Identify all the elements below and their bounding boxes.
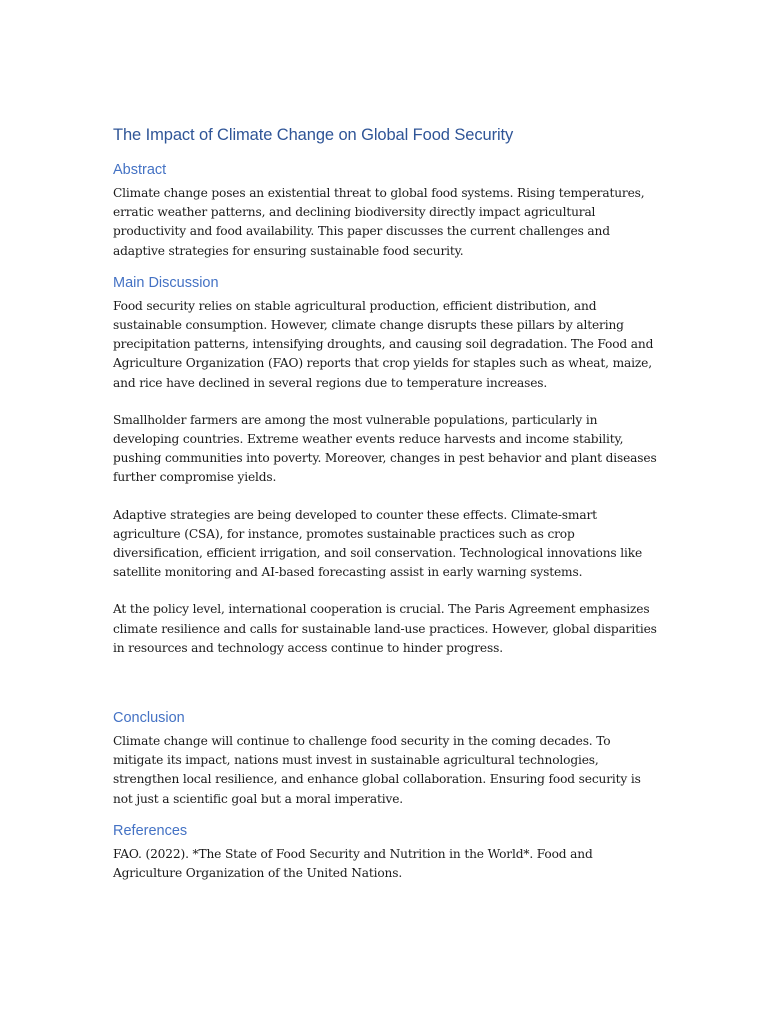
conclusion-heading: Conclusion <box>113 710 185 727</box>
main-discussion-paragraph-2: Smallholder farmers are among the most vulnerable populations, particularly in developing countries. Extreme weather events reduce harvests and income stability, pushing communities into poverty. Moreover, changes in pest behavior and plant diseases further compromise yields. <box>113 412 657 485</box>
abstract-heading: Abstract <box>113 162 167 178</box>
abstract-paragraph: Climate change poses an existential threat to global food systems. Rising temperatures, erratic weather patterns, and declining biodiversity directly impact agricultural productivity and food availability. This paper discusses the current challenges and adaptive strategies for ensuring sustainable food security. <box>113 186 645 258</box>
main-discussion-paragraph-3: Adaptive strategies are being developed to counter these effects. Climate-smart agriculture (CSA), for instance, promotes sustainable practices such as crop diversification, efficient irrigation, and soil conservation. Technological innovations like satellite monitoring and AI-based forecasting assist in early warning systems. <box>113 507 643 580</box>
document-title: The Impact of Climate Change on Global Food Security <box>113 126 514 144</box>
conclusion-paragraph: Climate change will continue to challenge food security in the coming decades. To mitigate its impact, nations must invest in sustainable agricultural technologies, strengthen local resilience, and enhance global collaboration. Ensuring food security is not just a scientific goal but a moral imperative. <box>113 734 641 806</box>
main-discussion-paragraph-1: Food security relies on stable agricultural production, efficient distribution, and sustainable consumption. However, climate change disrupts these pillars by altering precipitation patterns, intensifying droughts, and causing soil degradation. The Food and Agriculture Organization (FAO) reports that crop yields for staples such as wheat, maize, and rice have declined in several regions due to temperature increases. <box>113 298 654 390</box>
references-heading: References <box>113 822 188 839</box>
main-discussion-heading: Main Discussion <box>113 274 219 291</box>
reference-entry: FAO. (2022). *The State of Food Security and Nutrition in the World*. Food and Agriculture Organization of the United Nations. <box>113 846 593 881</box>
document-content <box>113 124 658 883</box>
main-discussion-paragraph-4: At the policy level, international cooperation is crucial. The Paris Agreement emphasizes climate resilience and calls for sustainable land-use practices. However, global disparities in resources and technology access continue to hinder progress. <box>113 602 657 655</box>
